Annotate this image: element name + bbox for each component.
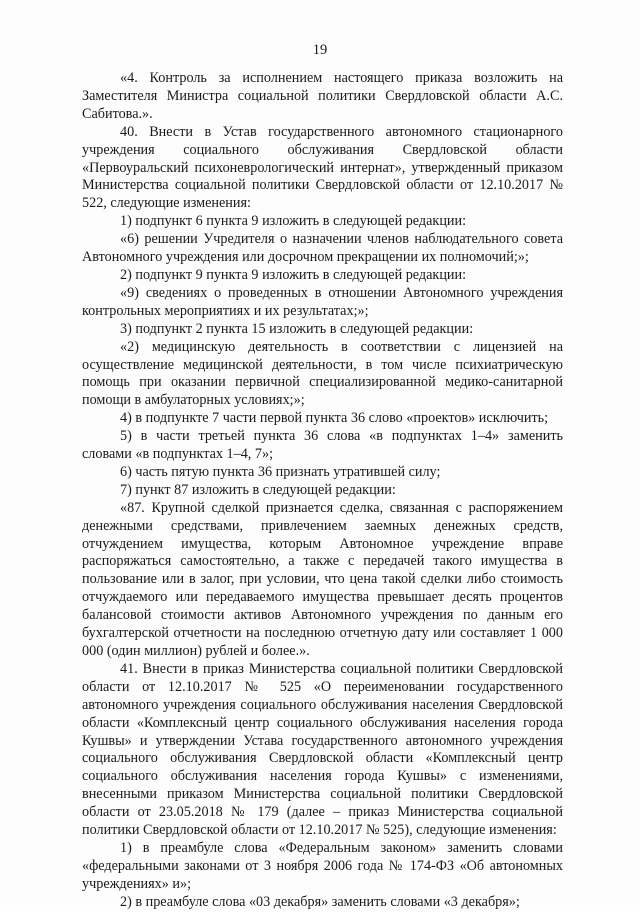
paragraph: 41. Внести в приказ Министерства социальной политики Свердловской области от 12.10.2017 № 525 «О переименовании государственного автономного учреждения социального обслуживания населения Свердловской области «Комплексный центр социального обслуживания населения города Кушвы» и утверждении Устава государственного автономного учреждения социального обслуживания Свердловской области «Комплексный центр социального обслуживания населения города Кушвы» с изменениями, внесенными приказом Министерства социальной политики Свердловской области от 23.05.2018 № 179 (далее – приказ Министерства социальной политики Свердловской области от 12.10.2017 № 525), следующие изменения: (82, 660, 563, 839)
page-number: 19 (312, 42, 328, 58)
paragraph: 1) в преамбуле слова «Федеральным законом» заменить словами «федеральными законами от 3 ноября 2006 года № 174-ФЗ «Об автономных учреждениях» и»; (82, 839, 563, 892)
paragraph: «2) медицинскую деятельность в соответствии с лицензией на осуществление медицинской деятельности, в том числе психиатрическую помощь при оказании первичной специализированной медико-санитарной помощи в амбулаторных условиях;»; (82, 338, 563, 409)
paragraph: 5) в части третьей пункта 36 слова «в подпунктах 1–4» заменить словами «в подпунктах 1–4, 7»; (82, 428, 563, 463)
paragraph: 4) в подпункте 7 части первой пункта 36 слово «проектов» исключить; (120, 410, 549, 427)
paragraph: «87. Крупной сделкой признается сделка, связанная с распоряжением денежными средствами, привлечением заемных денежных средств, отчуждением имущества, которым Автономное учреждение вправе распоряжаться самостоятельно, а также с передачей такого имущества в пользование или в залог, при условии, что цена такой сделки либо стоимость отчуждаемого или передаваемого имущества превышает десять процентов балансовой стоимости активов Автономного учреждения по данным его бухгалтерской отчетности на последнюю отчетную дату или составляет 1 000 000 (один миллион) рублей и более.». (82, 499, 563, 659)
paragraph: «9) сведениях о проведенных в отношении Автономного учреждения контрольных мероприятиях и их результатах;»; (82, 284, 563, 319)
paragraph: «6) решении Учредителя о назначении членов наблюдательного совета Автономного учреждения или досрочном прекращении их полномочий;»; (82, 231, 563, 266)
paragraph: 7) пункт 87 изложить в следующей редакции: (120, 481, 396, 498)
document-body (82, 70, 563, 912)
paragraph: 2) в преамбуле слова «03 декабря» заменить словами «3 декабря»; (120, 893, 520, 910)
paragraph: «4. Контроль за исполнением настоящего приказа возложить на Заместителя Министра социальной политики Свердловской области А.С. Сабитова.». (82, 70, 563, 122)
paragraph: 3) подпункт 2 пункта 15 изложить в следующей редакции: (120, 320, 474, 337)
paragraph: 6) часть пятую пункта 36 признать утратившей силу; (120, 463, 441, 480)
paragraph: 40. Внести в Устав государственного автономного стационарного учреждения социального обслуживания Свердловской области «Первоуральский психоневрологический интернат», утвержденный приказом Министерства социальной политики Свердловской области от 12.10.2017 № 522, следующие изменения: (82, 123, 563, 212)
paragraph: 2) подпункт 9 пункта 9 изложить в следующей редакции: (120, 266, 467, 283)
paragraph: 1) подпункт 6 пункта 9 изложить в следующей редакции: (120, 213, 467, 230)
